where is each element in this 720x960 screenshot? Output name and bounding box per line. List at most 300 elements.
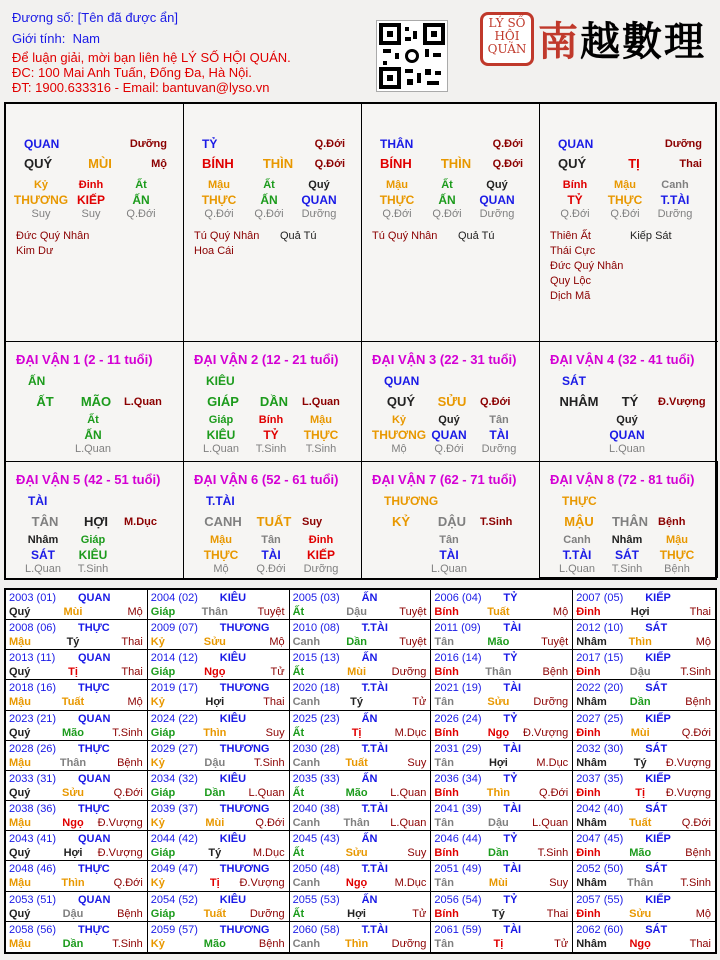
annual-year: 2054 (52)	[150, 893, 198, 906]
annual-year-cell	[290, 650, 432, 680]
dai-van-hidden-god: KIÊU	[78, 548, 108, 562]
hidden-stem: Đinh	[78, 179, 104, 191]
shen-sha-star: Tú Quý Nhân	[194, 230, 260, 242]
annual-stage: Bệnh	[685, 847, 711, 860]
annual-year-cell	[6, 650, 148, 680]
annual-stage: Đ.Vượng	[97, 847, 143, 860]
dai-van-hidden-stage: T.Sinh	[255, 443, 287, 455]
dai-van-hidden-stage: Q.Đới	[256, 563, 286, 575]
annual-stem: Bính	[434, 606, 459, 618]
annual-year: 2061 (59)	[434, 923, 482, 936]
annual-year: 2053 (51)	[9, 893, 57, 906]
annual-year-cell	[6, 892, 148, 922]
dai-van-branch: SỬU	[437, 394, 467, 409]
annual-branch: Ngọ	[62, 817, 84, 830]
dai-van-hidden-stage: L.Quan	[558, 563, 596, 575]
owner-line: Đương số: [Tên đã được ẩn]	[12, 10, 178, 25]
pillar-stage: Q.Đới	[314, 138, 345, 150]
phone-email-line: ĐT: 1900.633316 - Email: bantuvan@lyso.vn	[12, 80, 270, 95]
annual-year: 2009 (07)	[150, 622, 198, 635]
hidden-ten-god: THỰC	[379, 193, 415, 207]
annual-year: 2004 (02)	[150, 592, 198, 604]
annual-year-cell	[573, 590, 715, 620]
annual-stage: Q.Đới	[255, 817, 285, 830]
logo-seal: LÝ SỐ HỘI QUÁN	[480, 12, 534, 66]
annual-stage: Đ.Vượng	[523, 726, 569, 739]
dai-van-hidden-stage: L.Quan	[608, 443, 646, 455]
hidden-stage: Q.Đới	[126, 208, 156, 220]
dai-van-hidden-stem: Mậu	[310, 414, 332, 426]
dai-van-ten-god: T.TÀI	[206, 494, 235, 508]
annual-stem: Bính	[434, 907, 459, 920]
annual-stage: T.Sinh	[680, 666, 711, 679]
annual-year-cell	[6, 801, 148, 831]
annual-stem: Nhâm	[576, 756, 607, 769]
annual-ten-god: KIÊU	[219, 652, 247, 665]
hidden-ten-god: THỰC	[201, 193, 237, 207]
annual-year-cell	[290, 711, 432, 741]
annual-stage: Mộ	[552, 606, 569, 618]
dai-van-hidden-god: SÁT	[31, 548, 55, 562]
annual-stem: Kỷ	[150, 636, 165, 649]
annual-year-cell	[573, 771, 715, 801]
dai-van-hidden-stem: Giáp	[208, 414, 234, 426]
annual-year-cell	[148, 922, 290, 952]
dai-van-hidden-god: TÀI	[439, 548, 459, 562]
annual-stem: Tân	[434, 756, 454, 769]
dai-van-hidden-stem: Tân	[439, 534, 459, 546]
annual-stage: Đ.Vượng	[665, 786, 711, 799]
annual-branch: Mão	[629, 847, 652, 860]
annual-year-cell	[431, 861, 573, 891]
annual-stage: Suy	[407, 847, 427, 860]
shen-sha-star: Đức Quý Nhân	[16, 230, 90, 242]
annual-year: 2018 (16)	[9, 682, 57, 695]
dai-van-stem: ẤT	[36, 394, 54, 409]
pillar-branch: MÙI	[88, 156, 112, 171]
annual-stem: Tân	[434, 937, 454, 950]
annual-branch: Mùi	[205, 817, 225, 830]
annual-branch: Sửu	[487, 696, 510, 709]
shen-sha-star: Kiếp Sát	[630, 230, 672, 242]
annual-stage: Q.Đới	[681, 726, 711, 739]
annual-ten-god: SÁT	[645, 803, 668, 816]
dai-van-hidden-god: TỶ	[263, 428, 279, 442]
annual-branch: Dậu	[346, 606, 367, 618]
shen-sha-star: Quả Tú	[458, 230, 495, 242]
hidden-ten-god: TỶ	[567, 193, 583, 207]
annual-branch: Thìn	[628, 636, 652, 649]
annual-stem: Ất	[292, 786, 305, 799]
annual-year-cell	[573, 831, 715, 861]
annual-stage: T.Sinh	[112, 726, 143, 739]
annual-year: 2029 (27)	[150, 742, 198, 755]
annual-stage: T.Sinh	[254, 756, 285, 769]
annual-branch: Thìn	[344, 937, 369, 950]
hidden-stage: Q.Đới	[254, 208, 284, 220]
dai-van-stem: KỶ	[391, 514, 411, 529]
annual-year-cell	[573, 741, 715, 771]
annual-ten-god: T.TÀI	[361, 923, 388, 936]
annual-year-cell	[573, 650, 715, 680]
annual-year-cell	[148, 831, 290, 861]
annual-year-cell	[573, 861, 715, 891]
annual-ten-god: ẤN	[361, 772, 378, 785]
logo	[480, 6, 710, 72]
annual-stem: Canh	[292, 636, 321, 649]
annual-year: 2021 (19)	[434, 682, 482, 695]
shen-sha-star: Quả Tú	[280, 230, 317, 242]
annual-ten-god: ẤN	[361, 712, 378, 725]
hidden-stage: Suy	[81, 208, 101, 220]
annual-stem: Quý	[9, 847, 31, 860]
dai-van-hidden-stem: Canh	[563, 534, 591, 546]
hidden-stage: Q.Đới	[382, 208, 412, 220]
annual-year-cell	[6, 620, 148, 650]
annual-stem: Nhâm	[576, 817, 607, 830]
dai-van-stem: QUÝ	[386, 394, 416, 409]
dai-van-hidden-stage: Bệnh	[664, 563, 690, 575]
dai-van-ten-god: SÁT	[562, 374, 586, 388]
annual-year-cell	[6, 590, 148, 620]
annual-year-cell	[431, 771, 573, 801]
annual-branch: Dần	[62, 937, 84, 950]
annual-stem: Đinh	[576, 606, 601, 618]
annual-year-cell	[290, 801, 432, 831]
shen-sha-star: Kim Dư	[16, 245, 54, 257]
annual-stage: Suy	[549, 877, 569, 890]
annual-stem: Quý	[9, 606, 31, 618]
annual-branch: Mùi	[630, 726, 650, 739]
annual-branch: Mão	[62, 726, 84, 739]
annual-branch: Dần	[346, 636, 367, 649]
annual-ten-god: SÁT	[645, 682, 668, 695]
annual-stem: Giáp	[150, 907, 176, 920]
dai-van-stage: Suy	[302, 516, 323, 528]
annual-year-cell	[431, 650, 573, 680]
annual-year: 2007 (05)	[576, 592, 624, 604]
dai-van-branch: MÃO	[80, 394, 112, 409]
dai-van-branch: DẬU	[437, 514, 467, 529]
dai-van-hidden-stem: Tân	[489, 414, 509, 426]
annual-year: 2024 (22)	[150, 712, 198, 725]
annual-ten-god: TỶ	[503, 712, 518, 725]
hidden-stage: Suy	[31, 208, 51, 220]
annual-year: 2036 (34)	[434, 772, 482, 785]
annual-ten-god: TÀI	[503, 742, 522, 755]
annual-stem: Nhâm	[576, 636, 607, 649]
hidden-ten-god: ẤN	[132, 193, 150, 207]
annual-branch: Dậu	[488, 817, 509, 830]
hidden-ten-god: THƯƠNG	[13, 193, 69, 207]
annual-year: 2011 (09)	[434, 622, 481, 635]
annual-stem: Bính	[434, 666, 459, 679]
annual-branch: Sửu	[203, 636, 226, 649]
annual-stage: Mộ	[695, 907, 711, 920]
dai-van-hidden-stage: T.Sinh	[305, 443, 337, 455]
hidden-stem: Quý	[308, 179, 330, 191]
dai-van-title: ĐẠI VẬN 8 (72 - 81 tuổi)	[550, 472, 695, 487]
dai-van-stage: Q.Đới	[480, 396, 511, 408]
annual-year: 2020 (18)	[292, 682, 340, 695]
annual-year: 2012 (10)	[576, 622, 624, 635]
annual-stem: Mậu	[9, 877, 31, 890]
annual-branch: Tị	[493, 937, 504, 950]
annual-stem: Ất	[292, 907, 305, 920]
dai-van-hidden-god: ẤN	[84, 428, 102, 442]
annual-branch: Dần	[488, 847, 509, 860]
annual-stage: Dưỡng	[533, 696, 569, 709]
annual-stage: Dưỡng	[391, 937, 427, 950]
annual-year-cell	[290, 680, 432, 710]
annual-year-cell	[6, 922, 148, 952]
annual-ten-god: THỰC	[78, 682, 110, 695]
annual-stem: Giáp	[150, 847, 176, 860]
annual-stage: Tử	[554, 937, 569, 950]
annual-branch: Dần	[629, 696, 651, 709]
annual-stage: Tuyệt	[399, 636, 427, 649]
dai-van-stage: Bệnh	[658, 516, 686, 528]
annual-year: 2047 (45)	[576, 833, 624, 846]
hidden-stage: Q.Đới	[610, 208, 640, 220]
annual-ten-god: TÀI	[503, 863, 522, 876]
annual-stage: Dưỡng	[391, 666, 427, 679]
annual-stage: Q.Đới	[113, 877, 143, 890]
pillar-ten-god: QUAN	[558, 137, 594, 151]
annual-year: 2042 (40)	[576, 803, 624, 816]
annual-ten-god: T.TÀI	[361, 622, 388, 635]
annual-year-cell	[148, 711, 290, 741]
dai-van-hidden-stem: Kỷ	[391, 414, 407, 426]
dai-van-hidden-stem: Bính	[258, 414, 284, 426]
pillar-ten-god: TỶ	[202, 137, 218, 151]
dai-van-cell	[184, 462, 362, 578]
annual-branch: Mùi	[63, 606, 83, 618]
annual-year-cell	[148, 741, 290, 771]
annual-year-cell	[290, 831, 432, 861]
annual-stem: Tân	[434, 877, 454, 890]
annual-year-cell	[148, 771, 290, 801]
annual-stage: Q.Đới	[681, 817, 711, 830]
annual-stem: Đinh	[576, 786, 601, 799]
annual-ten-god: TÀI	[503, 923, 522, 936]
annual-ten-god: ẤN	[361, 652, 378, 665]
annual-stem: Mậu	[9, 636, 31, 649]
dai-van-stage: T.Sinh	[480, 516, 513, 528]
hidden-ten-god: KIẾP	[76, 193, 105, 207]
annual-ten-god: KIẾP	[645, 652, 671, 665]
annual-year-cell	[573, 680, 715, 710]
annual-stage: L.Quan	[248, 786, 285, 799]
annual-stem: Nhâm	[576, 937, 607, 950]
pillar-cell	[540, 104, 718, 342]
annual-ten-god: SÁT	[645, 923, 668, 936]
annual-stage: M.Dục	[536, 756, 569, 769]
pillar-branch-stage: Thai	[679, 158, 702, 170]
hidden-stem: Canh	[661, 179, 689, 191]
pillar-branch: THÌN	[440, 156, 472, 171]
annual-stem: Nhâm	[576, 877, 607, 890]
annual-stem: Quý	[9, 786, 31, 799]
annual-ten-god: THƯƠNG	[219, 863, 270, 876]
dai-van-hidden-god: THỰC	[303, 428, 339, 442]
annual-stage: L.Quan	[532, 817, 569, 830]
annual-stem: Quý	[9, 726, 31, 739]
annual-year: 2010 (08)	[292, 622, 340, 635]
annual-ten-god: T.TÀI	[361, 742, 388, 755]
dai-van-hidden-stem: Tân	[261, 534, 281, 546]
dai-van-stage: L.Quan	[124, 396, 162, 408]
annual-ten-god: THỰC	[78, 742, 110, 755]
annual-year-cell	[6, 771, 148, 801]
annual-stage: Mộ	[127, 696, 143, 709]
pillar-branch-stage: Q.Đới	[492, 158, 523, 170]
annual-branch: Tuất	[628, 817, 652, 830]
annual-ten-god: TỶ	[503, 893, 518, 906]
annual-year-cell	[290, 590, 432, 620]
annual-branch: Dậu	[62, 907, 84, 920]
annual-stage: T.Sinh	[680, 877, 711, 890]
annual-stage: Bệnh	[117, 756, 143, 769]
annual-year-cell	[148, 892, 290, 922]
annual-stem: Canh	[292, 877, 321, 890]
annual-year: 2022 (20)	[576, 682, 624, 695]
shen-sha-star: Tú Quý Nhân	[372, 230, 438, 242]
dai-van-hidden-god: SÁT	[615, 548, 639, 562]
annual-ten-god: KIÊU	[219, 712, 247, 725]
dai-van-hidden-god: T.TÀI	[562, 548, 592, 562]
annual-ten-god: SÁT	[645, 622, 668, 635]
dai-van-cell	[540, 462, 718, 578]
annual-ten-god: THƯƠNG	[219, 682, 270, 695]
annual-branch: Tuất	[203, 907, 226, 920]
annual-year: 2044 (42)	[150, 833, 198, 846]
shen-sha-star: Dịch Mã	[550, 290, 591, 302]
annual-stage: Thai	[121, 666, 143, 679]
hidden-ten-god: THỰC	[607, 193, 643, 207]
annual-stage: Bệnh	[685, 696, 711, 709]
annual-ten-god: THỰC	[78, 923, 110, 936]
annual-year: 2013 (11)	[9, 652, 56, 665]
annual-stem: Giáp	[150, 606, 176, 618]
pillar-ten-god: THÂN	[380, 137, 414, 151]
annual-ten-god: TÀI	[503, 622, 522, 635]
gender-line	[12, 31, 100, 47]
annual-branch: Tý	[633, 756, 647, 769]
annual-ten-god: QUAN	[78, 652, 111, 665]
dai-van-hidden-stem: Quý	[616, 414, 638, 426]
annual-branch: Thìn	[486, 786, 510, 799]
header	[0, 0, 720, 100]
annual-branch: Mão	[345, 786, 368, 799]
dai-van-branch: THÂN	[611, 514, 649, 529]
annual-year: 2017 (15)	[576, 652, 624, 665]
annual-ten-god: TỶ	[503, 833, 518, 846]
shen-sha-star: Thiên Ất	[550, 230, 591, 242]
annual-branch: Tị	[68, 666, 78, 679]
annual-year: 2027 (25)	[576, 712, 624, 725]
dai-van-ten-god: THƯƠNG	[384, 494, 439, 508]
annual-ten-god: TỶ	[503, 592, 518, 604]
pillar-stage: Dưỡng	[129, 138, 167, 150]
annual-stem: Ất	[292, 726, 305, 739]
annual-stage: M.Dục	[394, 726, 427, 739]
dai-van-title: ĐẠI VẬN 1 (2 - 11 tuổi)	[16, 352, 153, 367]
annual-branch: Thân	[201, 606, 228, 618]
annual-year-cell	[431, 801, 573, 831]
annual-year: 2059 (57)	[150, 923, 198, 936]
annual-year: 2019 (17)	[150, 682, 198, 695]
annual-year: 2026 (24)	[434, 712, 482, 725]
annual-branch: Thân	[343, 817, 370, 830]
annual-ten-god: KIẾP	[645, 893, 671, 906]
annual-branch: Dậu	[629, 666, 651, 679]
annual-branch: Mão	[203, 937, 226, 950]
annual-year: 2037 (35)	[576, 772, 624, 785]
shen-sha-star: Đức Quý Nhân	[550, 260, 624, 272]
annual-branch: Tị	[635, 786, 646, 799]
hidden-stage: Q.Đới	[432, 208, 462, 220]
annual-branch: Thân	[627, 877, 654, 890]
annual-year-cell	[290, 892, 432, 922]
annual-year: 2060 (58)	[292, 923, 340, 936]
annual-year: 2014 (12)	[150, 652, 198, 665]
annual-branch: Hợi	[347, 907, 366, 920]
annual-stem: Mậu	[9, 817, 31, 830]
annual-stage: Tuyệt	[399, 606, 427, 618]
hidden-stem: Ất	[441, 179, 453, 191]
annual-year: 2031 (29)	[434, 742, 482, 755]
annual-ten-god: THƯƠNG	[219, 803, 270, 816]
annual-ten-god: QUAN	[78, 893, 111, 906]
annual-branch: Thìn	[61, 877, 85, 890]
annual-stage: Đ.Vượng	[97, 817, 143, 830]
dai-van-ten-god: THỰC	[562, 494, 597, 508]
annual-year-cell	[148, 680, 290, 710]
dai-van-hidden-stage: Mộ	[391, 443, 407, 455]
pillar-branch: TỊ	[628, 156, 640, 171]
dai-van-title: ĐẠI VẬN 3 (22 - 31 tuổi)	[372, 352, 517, 367]
annual-stem: Kỷ	[150, 756, 165, 769]
annual-stage: Suy	[407, 756, 427, 769]
dai-van-ten-god: QUAN	[384, 374, 420, 388]
annual-stem: Tân	[434, 636, 454, 649]
annual-year: 2016 (14)	[434, 652, 482, 665]
annual-year: 2025 (23)	[292, 712, 340, 725]
annual-ten-god: KIẾP	[645, 833, 671, 846]
dai-van-cell	[362, 462, 540, 578]
dai-van-hidden-stage: T.Sinh	[77, 563, 109, 575]
dai-van-stem: GIÁP	[207, 394, 239, 409]
annual-stem: Canh	[292, 817, 321, 830]
annual-ten-god: THƯƠNG	[219, 742, 270, 755]
annual-year: 2003 (01)	[9, 592, 57, 604]
pillar-branch-stage: Mộ	[151, 158, 167, 170]
hidden-stem: Kỷ	[33, 179, 49, 191]
annual-stage: Tử	[412, 696, 427, 709]
dai-van-stage: Đ.Vượng	[658, 396, 706, 408]
annual-year: 2048 (46)	[9, 863, 57, 876]
pillar-stem: QUÝ	[24, 156, 53, 171]
dai-van-title: ĐẠI VẬN 7 (62 - 71 tuổi)	[372, 472, 517, 487]
annual-ten-god: SÁT	[645, 863, 668, 876]
pillar-cell	[6, 104, 184, 342]
annual-stage: T.Sinh	[537, 847, 569, 860]
annual-stage: Tuyệt	[541, 636, 569, 649]
hidden-stage: Dưỡng	[479, 208, 515, 220]
hidden-stem: Bính	[562, 179, 588, 191]
hidden-stem: Mậu	[614, 179, 636, 191]
